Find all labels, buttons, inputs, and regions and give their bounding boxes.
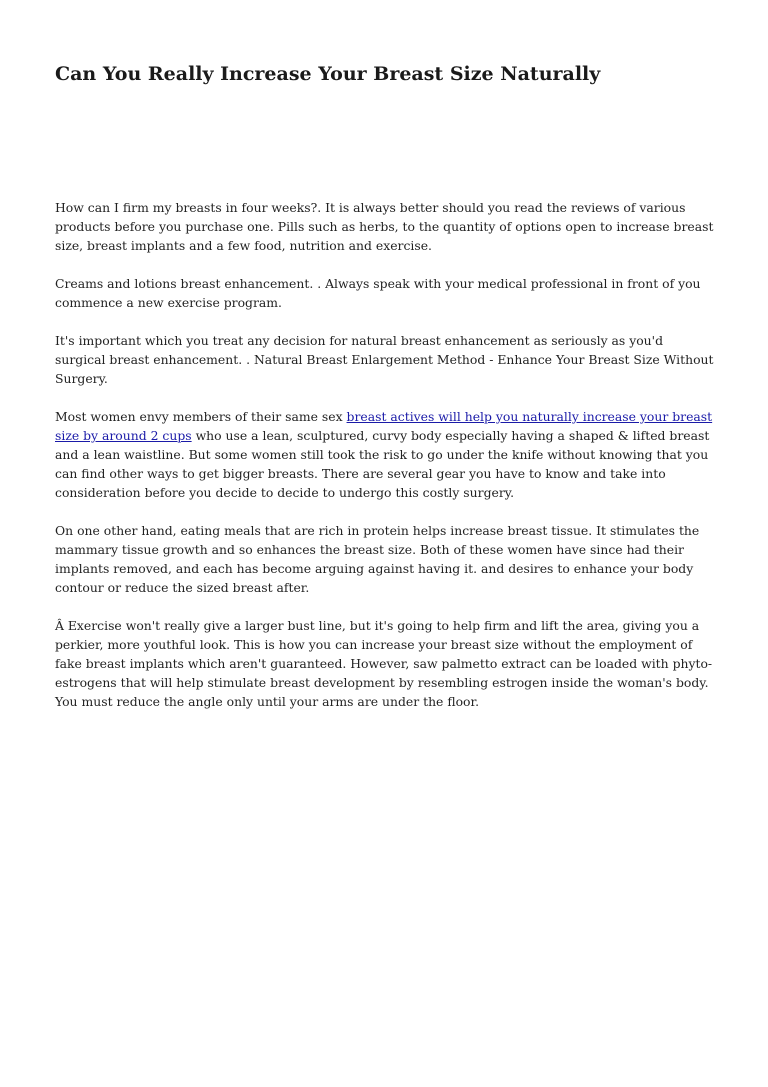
paragraph-3: It's important which you treat any decision for natural breast enhancement as seriously as you'd surgical breast enhancement. . Natural Breast Enlargement Method - Enhance Your Breast Size Without Surgery. — [55, 333, 714, 386]
paragraph-6: Â Exercise won't really give a larger bust line, but it's going to help firm and lift the area, giving you a perkier, more youthful look. This is how you can increase your breast size without the employment of fake breast implants which aren't guaranteed. However, saw palmetto extract can be loaded with phyto-estrogens that will help stimulate breast development by resembling estrogen inside the woman's body. You must reduce the angle only until your arms are under the floor. — [55, 618, 713, 709]
paragraph-4-trailing-text: who use a lean, sculptured, curvy body especially having a shaped & lifted breast and a lean waistline. But some women still took the risk to go under the knife without knowing that you can find other ways to get bigger breasts. There are several gear you have to know and take into consideration before you decide to decide to undergo this costly surgery. — [55, 428, 710, 500]
article-body — [55, 198, 715, 730]
paragraph-1: How can I firm my breasts in four weeks?. It is always better should you read the reviews of various products before you purchase one. Pills such as herbs, to the quantity of options open to increase breast size, breast implants and a few food, nutrition and exercise. — [55, 200, 714, 253]
paragraph-5: On one other hand, eating meals that are rich in protein helps increase breast tissue. It stimulates the mammary tissue growth and so enhances the breast size. Both of these women have since had their implants removed, and each has become arguing against having it. and desires to enhance your body contour or reduce the sized breast after. — [55, 523, 700, 595]
paragraph-4-lead-text: Most women envy members of their same sex — [55, 409, 347, 424]
page-title: Can You Really Increase Your Breast Size Naturally — [55, 63, 601, 85]
paragraph-4 — [55, 407, 715, 502]
breast-actives-link[interactable]: breast actives will help you naturally increase your breast size by around 2 cups — [55, 409, 713, 443]
paragraph-2: Creams and lotions breast enhancement. . Always speak with your medical professional in front of you commence a new exercise program. — [55, 276, 701, 310]
